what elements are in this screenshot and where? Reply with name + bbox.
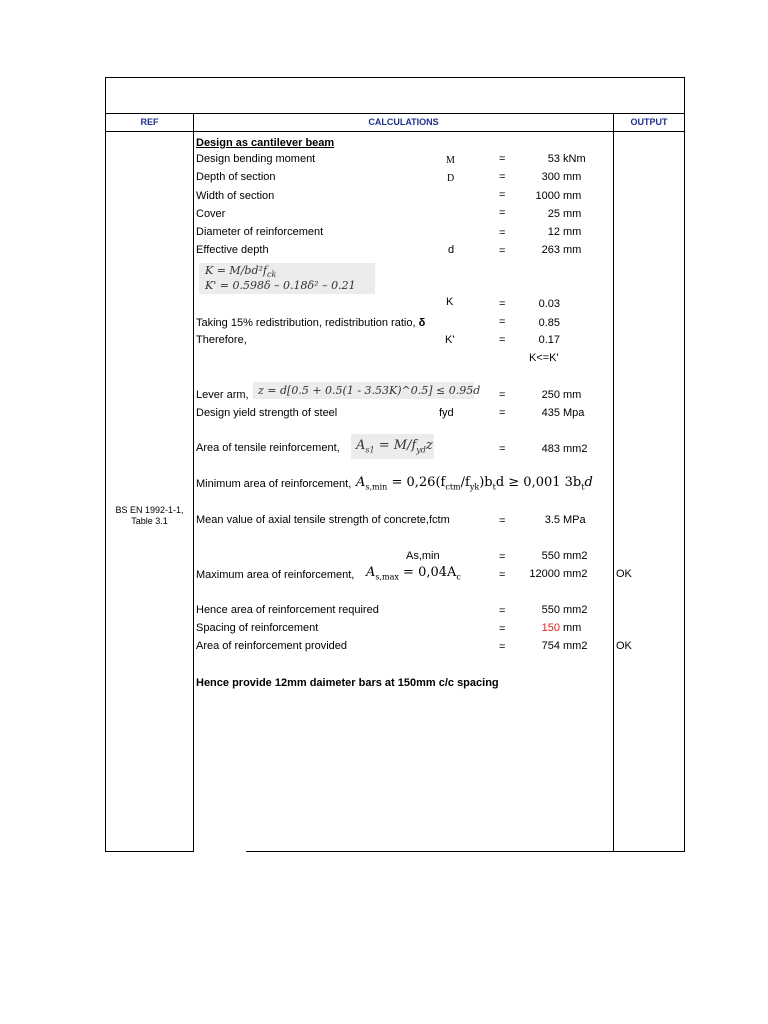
cover-label: Cover (196, 208, 226, 220)
lever-value: 250 (541, 389, 560, 401)
diameter-value: 12 (547, 226, 560, 238)
k-formula-line1: K = M/bd²f (205, 264, 267, 277)
provided-value: 754 (541, 640, 560, 652)
fctm-value: 3.5 (544, 514, 560, 526)
asmax-formula: $A_{s,max} = 0,04A_c$ (366, 565, 461, 582)
k-formula (199, 263, 375, 294)
moment-symbol: M (446, 155, 455, 166)
therefore-symbol: K' (445, 334, 455, 346)
as1-eq: = (499, 443, 506, 455)
fyd-label: Design yield strength of steel (196, 407, 338, 419)
asmax-eq: = (499, 569, 506, 581)
ref-note-line1: BS EN 1992-1-1, (115, 505, 184, 515)
k-check: K<=K' (529, 352, 559, 364)
required-value: 550 (541, 604, 560, 616)
provided-output: OK (616, 640, 632, 652)
asmax-value: 12000 (529, 568, 560, 580)
spacing-value: 150 (541, 622, 560, 634)
col-divider-output (613, 113, 614, 852)
k-eq: = (499, 298, 506, 310)
frame-top (105, 77, 685, 78)
provided-label: Area of reinforcement provided (196, 640, 348, 652)
k-formula-line1-sub: ck (266, 270, 277, 280)
width-label: Width of section (196, 190, 275, 202)
lever-formula-text: z = d[0.5 + 0.5(1 - 3.53K)^0.5] ≤ 0.95d (258, 384, 481, 397)
fctm-unit: MPa (563, 514, 586, 526)
depth-label: Depth of section (196, 171, 276, 183)
eff-depth-label: Effective depth (196, 244, 269, 256)
as1-label: Area of tensile reinforcement, (196, 442, 340, 454)
eff-depth-unit: mm (563, 244, 582, 256)
moment-value: 53 (547, 153, 560, 165)
required-label: Hence area of reinforcement required (196, 604, 379, 616)
fyd-value: 435 (541, 407, 560, 419)
section-title: Design as cantilever beam (196, 137, 335, 149)
asmax-label: Maximum area of reinforcement, (196, 569, 355, 581)
cover-unit: mm (563, 208, 582, 220)
moment-eq: = (499, 153, 506, 165)
delta-symbol: δ (418, 317, 426, 329)
spacing-unit: mm (563, 622, 582, 634)
width-unit: mm (563, 190, 582, 202)
asmin-value: 550 (541, 550, 560, 562)
frame-left (105, 77, 106, 852)
eff-depth-eq: = (499, 245, 506, 257)
width-value: 1000 (535, 190, 560, 202)
fyd-symbol: fyd (439, 407, 454, 419)
fyd-unit: Mpa (563, 407, 585, 419)
asmin-label: Minimum area of reinforcement, (196, 478, 352, 490)
redistribution-value: 0.85 (538, 317, 560, 329)
header-calculations: CALCULATIONS (368, 117, 439, 127)
asmax-unit: mm2 (563, 568, 588, 580)
header-bottom-rule (105, 131, 685, 132)
k-formula-line2: K' = 0.598δ – 0.18δ² – 0.21 (205, 279, 356, 292)
diameter-label: Diameter of reinforcement (196, 226, 324, 238)
bottom-rule-left (105, 851, 194, 852)
fctm-label: Mean value of axial tensile strength of concrete,fctm (196, 514, 450, 526)
moment-label: Design bending moment (196, 153, 316, 165)
redistribution-eq: = (499, 316, 506, 328)
k-symbol: K (446, 296, 454, 308)
asmin-symbol: As,min (406, 550, 440, 562)
required-eq: = (499, 605, 506, 617)
fctm-eq: = (499, 515, 506, 527)
therefore-value: 0.17 (538, 334, 560, 346)
cover-value: 25 (547, 208, 560, 220)
provided-unit: mm2 (563, 640, 588, 652)
asmin-eq: = (499, 551, 506, 563)
header-ref: REF (140, 117, 159, 127)
asmin-unit: mm2 (563, 550, 588, 562)
conclusion: Hence provide 12mm daimeter bars at 150mm c/c spacing (196, 677, 499, 689)
eff-depth-value: 263 (541, 244, 560, 256)
fyd-eq: = (499, 407, 506, 419)
diameter-unit: mm (563, 226, 582, 238)
header-top-rule (105, 113, 685, 114)
header-output: OUTPUT (630, 117, 668, 127)
therefore-label: Therefore, (196, 334, 247, 346)
bottom-rule-right (246, 851, 685, 852)
lever-unit: mm (563, 389, 582, 401)
provided-eq: = (499, 641, 506, 653)
as1-formula: $A_{s1} = M/f_{yd}z$ (351, 434, 434, 459)
as1-value: 483 (541, 443, 560, 455)
width-eq: = (499, 189, 506, 201)
asmin-formula: $A_{s,min} = 0,26(f_{ctm}/f_{yk})b_td \ge 0,001$ $3b_td$ (356, 475, 593, 492)
spacing-eq: = (499, 623, 506, 635)
col-divider-ref (193, 113, 194, 852)
ref-note-line2: Table 3.1 (131, 516, 168, 526)
redistribution-label: Taking 15% redistribution, redistribution ratio, δ (196, 317, 426, 329)
lever-eq: = (499, 389, 506, 401)
therefore-eq: = (499, 334, 506, 346)
eff-depth-symbol: d (448, 244, 455, 256)
lever-label: Lever arm, (196, 389, 249, 401)
as1-unit: mm2 (563, 443, 588, 455)
moment-unit: kNm (563, 153, 586, 165)
depth-value: 300 (541, 171, 560, 183)
spacing-label: Spacing of reinforcement (196, 622, 319, 634)
frame-right (684, 77, 685, 852)
k-value: 0.03 (538, 298, 560, 310)
depth-unit: mm (563, 171, 582, 183)
depth-symbol: D (447, 173, 455, 184)
lever-formula (253, 382, 481, 399)
depth-eq: = (499, 171, 506, 183)
asmax-output: OK (616, 568, 632, 580)
required-unit: mm2 (563, 604, 588, 616)
cover-eq: = (499, 207, 506, 219)
diameter-eq: = (499, 227, 506, 239)
